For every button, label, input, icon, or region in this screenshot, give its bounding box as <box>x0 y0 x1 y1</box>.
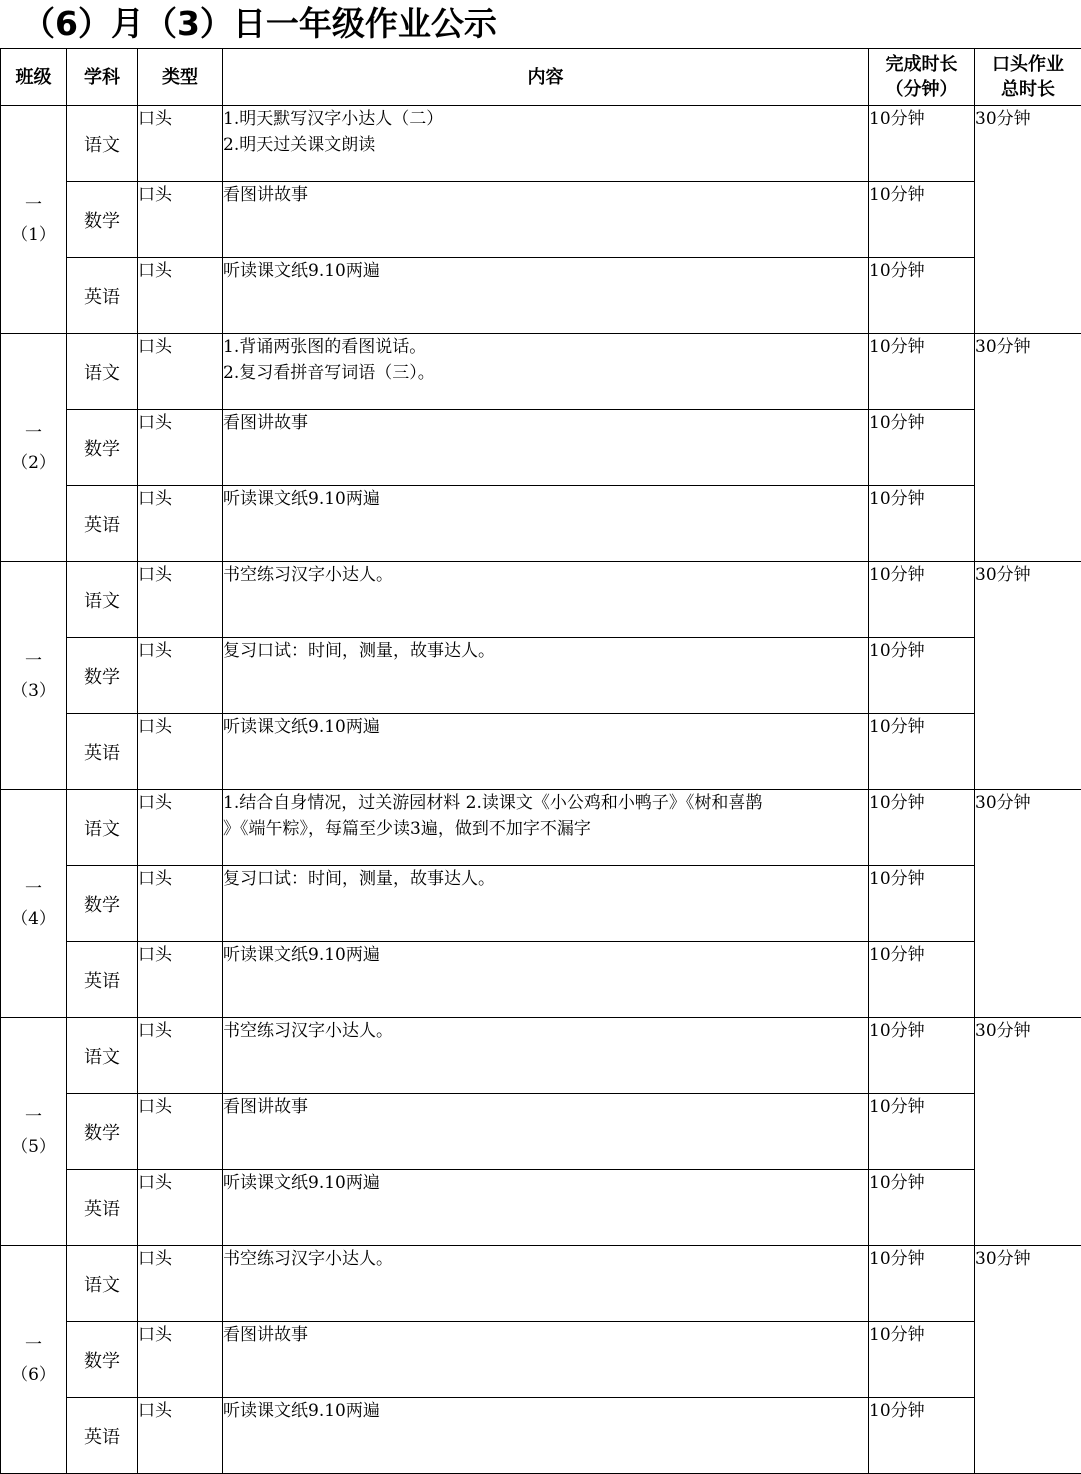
class-cell <box>1 106 67 334</box>
class-grade: 一 <box>1 874 66 904</box>
header-total <box>975 49 1081 106</box>
time-cell: 10分钟 <box>869 790 975 866</box>
class-cell <box>1 562 67 790</box>
subject-cell: 英语 <box>67 942 138 1018</box>
time-cell: 10分钟 <box>869 1170 975 1246</box>
total-cell: 30分钟 <box>975 1246 1081 1474</box>
subject-cell: 英语 <box>67 714 138 790</box>
time-cell: 10分钟 <box>869 866 975 942</box>
table-row <box>1 1170 1081 1246</box>
content-line: 1.明天默写汉字小达人（二） <box>223 106 868 132</box>
type-cell: 口头 <box>138 1246 223 1322</box>
total-cell: 30分钟 <box>975 334 1081 562</box>
total-cell: 30分钟 <box>975 562 1081 790</box>
content-line: 1.结合自身情况，过关游园材料 2.读课文《小公鸡和小鸭子》《树和喜鹊 <box>223 790 868 816</box>
type-cell: 口头 <box>138 334 223 410</box>
table-row <box>1 1398 1081 1474</box>
class-cell <box>1 790 67 1018</box>
content-line: 看图讲故事 <box>223 1322 868 1348</box>
type-cell: 口头 <box>138 1170 223 1246</box>
header-total-line2: 总时长 <box>975 77 1081 102</box>
time-cell: 10分钟 <box>869 486 975 562</box>
class-cell <box>1 1246 67 1474</box>
header-time-line2: （分钟） <box>869 77 974 102</box>
table-row <box>1 410 1081 486</box>
header-total-line1: 口头作业 <box>975 52 1081 77</box>
table-row <box>1 714 1081 790</box>
time-cell: 10分钟 <box>869 106 975 182</box>
table-row <box>1 1094 1081 1170</box>
class-cell <box>1 334 67 562</box>
header-time <box>869 49 975 106</box>
type-cell: 口头 <box>138 714 223 790</box>
subject-cell: 英语 <box>67 258 138 334</box>
table-row <box>1 790 1081 866</box>
time-cell: 10分钟 <box>869 638 975 714</box>
subject-cell: 数学 <box>67 866 138 942</box>
content-cell <box>223 182 869 258</box>
type-cell: 口头 <box>138 1322 223 1398</box>
class-cell <box>1 1018 67 1246</box>
content-cell <box>223 562 869 638</box>
table-body <box>1 106 1081 1474</box>
type-cell: 口头 <box>138 106 223 182</box>
content-line: 》《端午粽》，每篇至少读3遍，做到不加字不漏字 <box>223 816 868 842</box>
table-row <box>1 1246 1081 1322</box>
time-cell: 10分钟 <box>869 562 975 638</box>
class-number: （5） <box>1 1132 66 1162</box>
class-grade: 一 <box>1 190 66 220</box>
type-cell: 口头 <box>138 1094 223 1170</box>
content-cell <box>223 1170 869 1246</box>
subject-cell: 语文 <box>67 106 138 182</box>
total-cell: 30分钟 <box>975 106 1081 334</box>
time-cell: 10分钟 <box>869 182 975 258</box>
content-line: 听读课文纸9.10两遍 <box>223 714 868 740</box>
subject-cell: 语文 <box>67 1246 138 1322</box>
content-line: 书空练习汉字小达人。 <box>223 1018 868 1044</box>
content-cell <box>223 1246 869 1322</box>
table-row <box>1 866 1081 942</box>
subject-cell: 数学 <box>67 1094 138 1170</box>
type-cell: 口头 <box>138 562 223 638</box>
content-cell <box>223 790 869 866</box>
class-grade: 一 <box>1 1330 66 1360</box>
type-cell: 口头 <box>138 638 223 714</box>
subject-cell: 数学 <box>67 638 138 714</box>
class-number: （6） <box>1 1360 66 1390</box>
table-row <box>1 638 1081 714</box>
content-line: 听读课文纸9.10两遍 <box>223 1398 868 1424</box>
class-grade: 一 <box>1 646 66 676</box>
class-number: （3） <box>1 676 66 706</box>
content-cell <box>223 486 869 562</box>
total-cell: 30分钟 <box>975 1018 1081 1246</box>
header-subject: 学科 <box>67 49 138 106</box>
content-cell <box>223 258 869 334</box>
header-time-line1: 完成时长 <box>869 52 974 77</box>
time-cell: 10分钟 <box>869 1398 975 1474</box>
table-row <box>1 486 1081 562</box>
time-cell: 10分钟 <box>869 714 975 790</box>
type-cell: 口头 <box>138 410 223 486</box>
table-row <box>1 942 1081 1018</box>
type-cell: 口头 <box>138 866 223 942</box>
content-cell <box>223 1398 869 1474</box>
content-line: 看图讲故事 <box>223 410 868 436</box>
content-cell <box>223 1322 869 1398</box>
total-cell: 30分钟 <box>975 790 1081 1018</box>
content-line: 听读课文纸9.10两遍 <box>223 1170 868 1196</box>
page-title: （6）月（3）日一年级作业公示 <box>0 0 1081 48</box>
content-line: 听读课文纸9.10两遍 <box>223 486 868 512</box>
type-cell: 口头 <box>138 1398 223 1474</box>
table-row <box>1 562 1081 638</box>
content-cell <box>223 942 869 1018</box>
content-cell <box>223 1094 869 1170</box>
content-line: 书空练习汉字小达人。 <box>223 1246 868 1272</box>
content-line: 书空练习汉字小达人。 <box>223 562 868 588</box>
subject-cell: 英语 <box>67 1398 138 1474</box>
content-cell <box>223 410 869 486</box>
type-cell: 口头 <box>138 790 223 866</box>
content-line: 2.明天过关课文朗读 <box>223 132 868 158</box>
content-cell <box>223 1018 869 1094</box>
content-cell <box>223 334 869 410</box>
time-cell: 10分钟 <box>869 1094 975 1170</box>
header-class: 班级 <box>1 49 67 106</box>
content-cell <box>223 866 869 942</box>
content-line: 听读课文纸9.10两遍 <box>223 942 868 968</box>
subject-cell: 数学 <box>67 1322 138 1398</box>
time-cell: 10分钟 <box>869 942 975 1018</box>
content-line: 看图讲故事 <box>223 1094 868 1120</box>
time-cell: 10分钟 <box>869 410 975 486</box>
table-row <box>1 1322 1081 1398</box>
class-number: （4） <box>1 904 66 934</box>
time-cell: 10分钟 <box>869 1018 975 1094</box>
table-row <box>1 182 1081 258</box>
content-line: 2.复习看拼音写词语（三）。 <box>223 360 868 386</box>
time-cell: 10分钟 <box>869 1246 975 1322</box>
header-content: 内容 <box>223 49 869 106</box>
subject-cell: 语文 <box>67 334 138 410</box>
content-line: 看图讲故事 <box>223 182 868 208</box>
header-row <box>1 49 1081 106</box>
content-line: 复习口试：时间，测量，故事达人。 <box>223 866 868 892</box>
class-grade: 一 <box>1 1102 66 1132</box>
subject-cell: 语文 <box>67 1018 138 1094</box>
table-row <box>1 334 1081 410</box>
type-cell: 口头 <box>138 258 223 334</box>
time-cell: 10分钟 <box>869 1322 975 1398</box>
type-cell: 口头 <box>138 486 223 562</box>
header-type: 类型 <box>138 49 223 106</box>
type-cell: 口头 <box>138 1018 223 1094</box>
time-cell: 10分钟 <box>869 258 975 334</box>
class-number: （2） <box>1 448 66 478</box>
content-line: 复习口试：时间，测量，故事达人。 <box>223 638 868 664</box>
class-grade: 一 <box>1 418 66 448</box>
subject-cell: 语文 <box>67 790 138 866</box>
homework-table <box>0 48 1081 1474</box>
table-row <box>1 258 1081 334</box>
content-cell <box>223 714 869 790</box>
subject-cell: 语文 <box>67 562 138 638</box>
table-row <box>1 106 1081 182</box>
content-line: 听读课文纸9.10两遍 <box>223 258 868 284</box>
subject-cell: 英语 <box>67 1170 138 1246</box>
type-cell: 口头 <box>138 182 223 258</box>
subject-cell: 数学 <box>67 182 138 258</box>
class-number: （1） <box>1 220 66 250</box>
content-cell <box>223 106 869 182</box>
content-line: 1.背诵两张图的看图说话。 <box>223 334 868 360</box>
subject-cell: 数学 <box>67 410 138 486</box>
time-cell: 10分钟 <box>869 334 975 410</box>
table-row <box>1 1018 1081 1094</box>
subject-cell: 英语 <box>67 486 138 562</box>
content-cell <box>223 638 869 714</box>
type-cell: 口头 <box>138 942 223 1018</box>
